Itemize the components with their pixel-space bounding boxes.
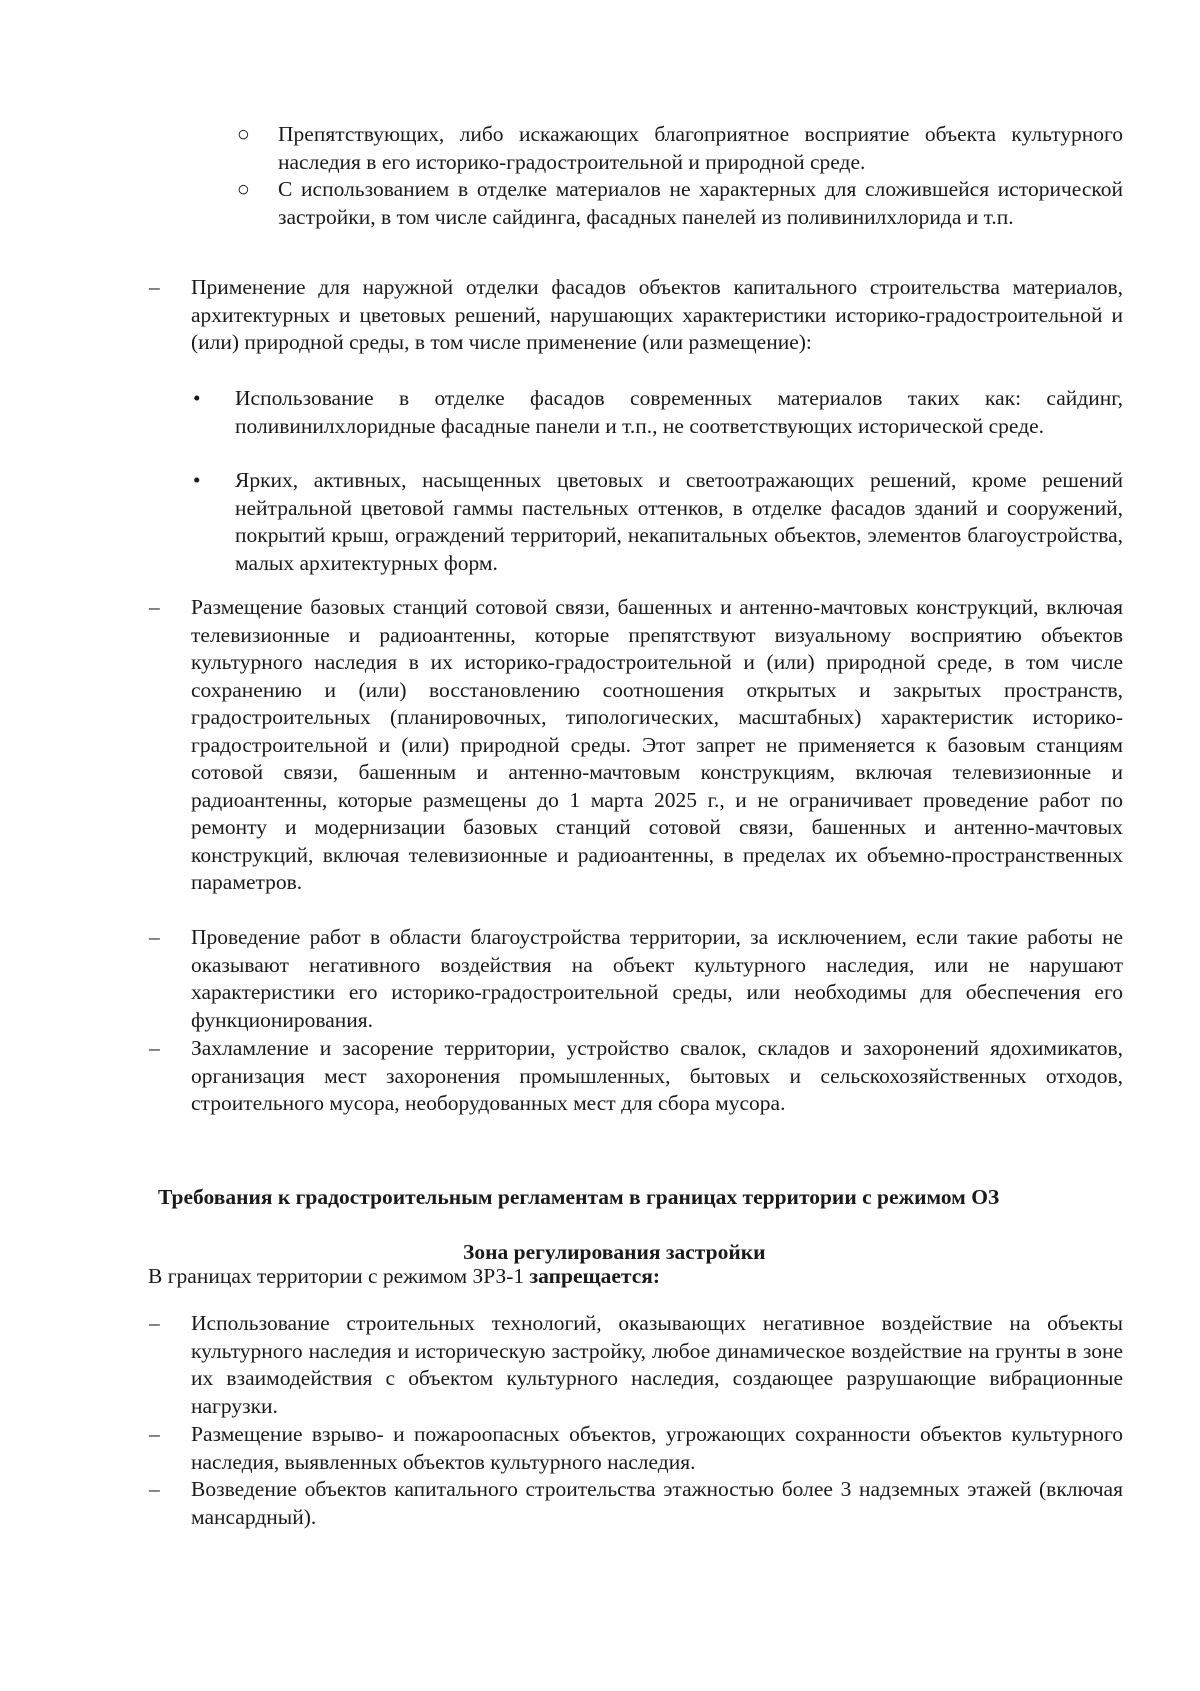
list-item (237, 176, 1123, 231)
list-item (193, 467, 1123, 577)
list-item-text: Возведение объектов капитального строительства этажностью более 3 надземных этажей (включая мансардный). (191, 1477, 1123, 1529)
dash-bullet: – (149, 595, 160, 619)
list-item-text: Проведение работ в области благоустройства территории, за исключением, если такие работы не оказывают негативного воздействия на объект культурного наследия, или не нарушают характеристики его историко-градостроительной среды, или необходимы для обеспечения его функционирования. (191, 925, 1123, 1032)
list-item (149, 924, 1123, 1034)
dash-bullet: – (149, 1477, 160, 1501)
list-item-text: Захламление и засорение территории, устройство свалок, складов и захоронений ядохимикатов, организация мест захоронения промышленных, бытовых и сельскохозяйственных отходов, строительного мусора, необорудованных мест для сбора мусора. (191, 1036, 1123, 1115)
list-item (149, 1035, 1123, 1118)
list-item-text: С использованием в отделке материалов не характерных для сложившейся исторической застройки, в том числе сайдинга, фасадных панелей из поливинилхлорида и т.п. (278, 177, 1123, 229)
dash-bullet: – (149, 1311, 160, 1335)
list-item-text: Применение для наружной отделки фасадов объектов капитального строительства материалов, архитектурных и цветовых решений, нарушающих характеристики историко-градостроительной и (или) природной среды, в том числе применение (или размещение): (191, 275, 1123, 354)
circle-bullet: ○ (237, 177, 250, 201)
list-item-text: Использование строительных технологий, оказывающих негативное воздействие на объекты культурного наследия и историческую застройку, любое динамическое воздействие на грунты в зоне их взаимодействия с объектом культурного наследия, создающее разрушающие вибрационные нагрузки. (191, 1311, 1123, 1418)
list-item-text: Препятствующих, либо искажающих благоприятное восприятие объекта культурного наследия в его историко-градостроительной и природной среде. (278, 122, 1123, 174)
list-item-text: Размещение базовых станций сотовой связи, башенных и антенно-мачтовых конструкций, включая телевизионные и радиоантенны, которые препятствуют визуальному восприятию объектов культурного наследия в их историко-градостроительной и (или) природной среде, в том числе сохранению и (или) восстановлению соотношения открытых и закрытых пространств, градостроительных (планировочных, типологических, масштабных) характеристик историко-градостроительной и (или) природной среды. Этот запрет не применяется к базовым станциям сотовой связи, башенным и антенно-мачтовым конструкциям, включая телевизионные и радиоантенны, которые размещены до 1 марта 2025 г., и не ограничивает проведение работ по ремонту и модернизации базовых станций сотовой связи, башенных и антенно-мачтовых конструкций, включая телевизионные и радиоантенны, в пределах их объемно-пространственных параметров. (191, 595, 1123, 894)
list-item (149, 1310, 1123, 1420)
list-item (149, 1421, 1123, 1476)
dash-bullet: – (149, 1422, 160, 1446)
list-item-text: Использование в отделке фасадов современных материалов таких как: сайдинг, поливинилхлоридные фасадные панели и т.п., не соответствующих исторической среде. (235, 386, 1123, 438)
dot-bullet: • (193, 468, 201, 492)
list-item (149, 274, 1123, 357)
dot-bullet: • (193, 386, 201, 410)
zone-heading: Зона регулирования застройки (463, 1240, 766, 1264)
list-item (149, 594, 1123, 897)
list-item-text: Размещение взрыво- и пожароопасных объектов, угрожающих сохранности объектов культурного наследия, выявленных объектов культурного наследия. (191, 1422, 1123, 1474)
list-item (237, 121, 1123, 176)
intro-text: В границах территории с режимом ЗРЗ-1 (148, 1264, 530, 1288)
section-heading: Требования к градостроительным регламентам в границах территории с режимом ОЗ (158, 1185, 1000, 1209)
intro-bold-text: запрещается: (529, 1264, 661, 1288)
intro-line (148, 1263, 1123, 1291)
list-item-text: Ярких, активных, насыщенных цветовых и светоотражающих решений, кроме решений нейтральной цветовой гаммы пастельных оттенков, в отделке фасадов зданий и сооружений, покрытий крыш, ограждений территорий, некапитальных объектов, элементов благоустройства, малых архитектурных форм. (235, 468, 1123, 575)
list-item (149, 1476, 1123, 1531)
dash-bullet: – (149, 925, 160, 949)
circle-bullet: ○ (237, 122, 250, 146)
dash-bullet: – (149, 275, 160, 299)
list-item (193, 385, 1123, 440)
dash-bullet: – (149, 1036, 160, 1060)
